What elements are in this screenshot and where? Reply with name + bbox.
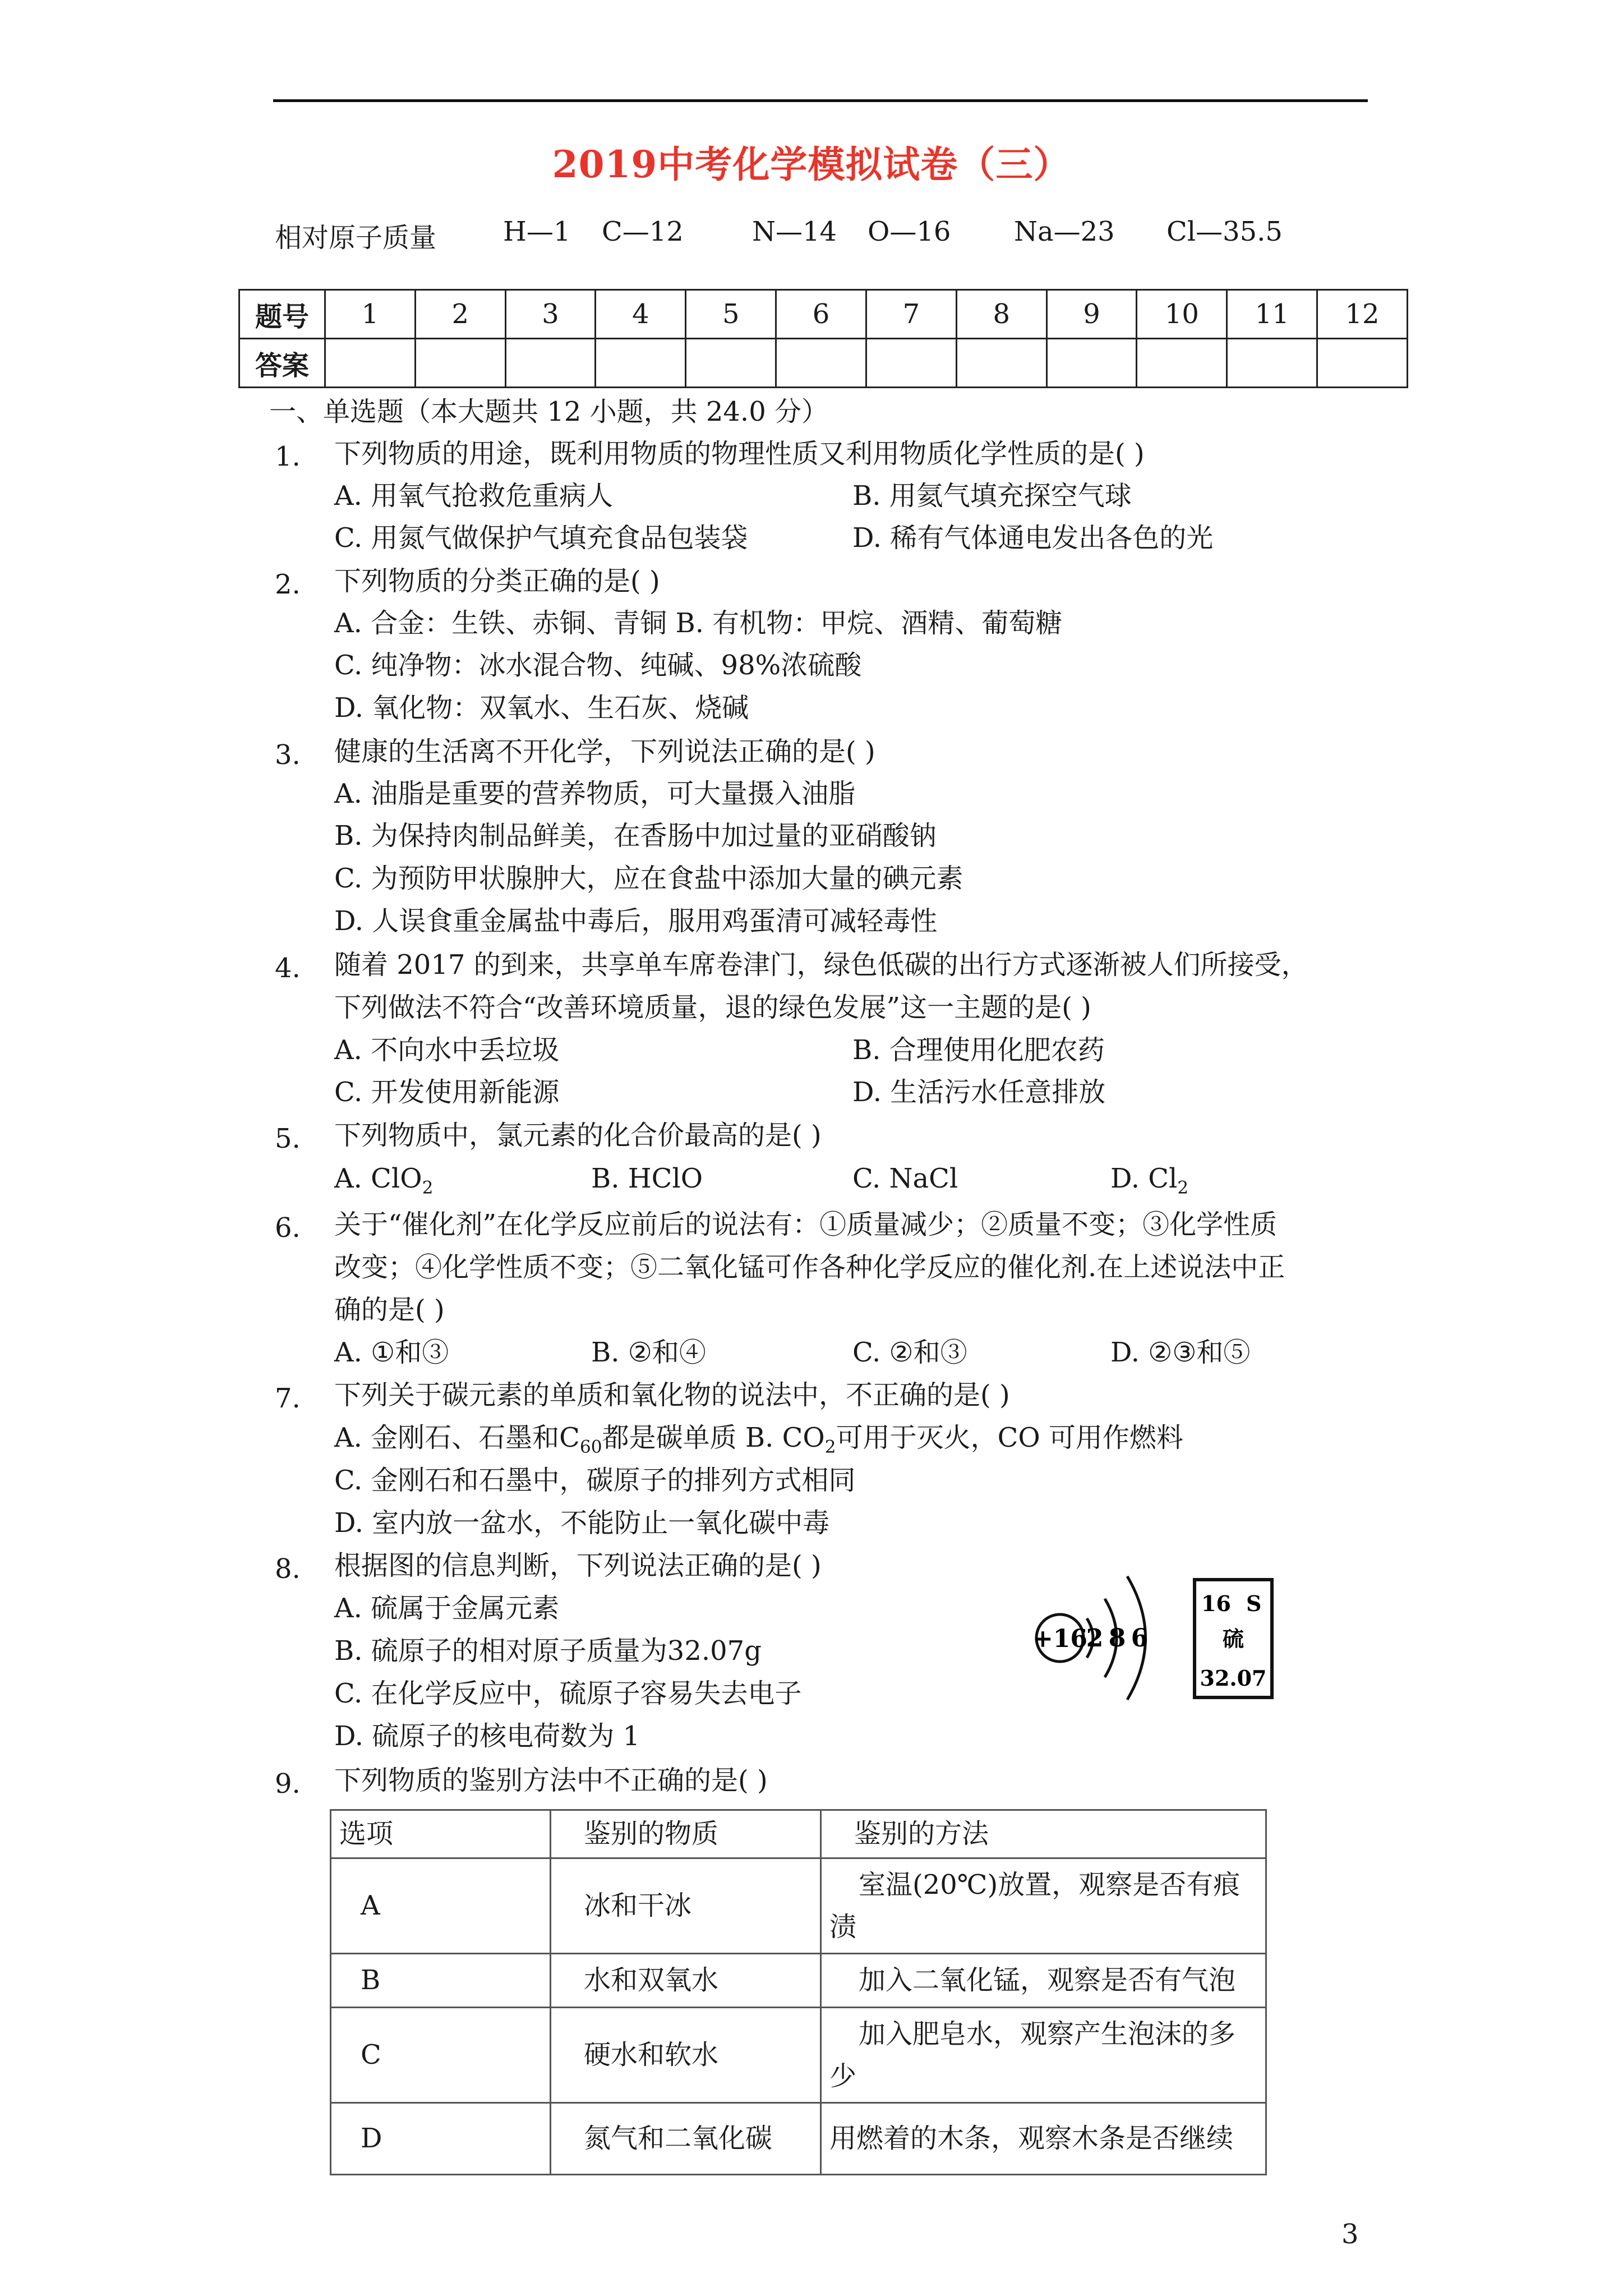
answer-cell[interactable] [505, 339, 596, 388]
q9-row-method-line1: 室温(20℃)放置，观察是否有痕 [859, 1869, 1241, 1901]
q2-stem: 下列物质的分类正确的是( ) [334, 565, 660, 597]
question-number-cell: 10 [1137, 290, 1227, 339]
answer-cell[interactable] [1317, 339, 1408, 388]
question-number-cell: 8 [956, 290, 1046, 339]
q2-option-c: C. 纯净物：冰水混合物、纯碱、98%浓硫酸 [334, 650, 862, 681]
q9-header-option: 选项 [331, 1810, 551, 1858]
q7-stem: 下列关于碳元素的单质和氧化物的说法中，不正确的是( ) [334, 1379, 1010, 1411]
q7-option-ab-sub1: 60 [579, 1437, 602, 1457]
q9-row-substances: 氮气和二氧化碳 [551, 2103, 821, 2175]
shell-1-electrons: 2 [1086, 1624, 1104, 1653]
q7-option-ab-part2: 都是碳单质 B. CO [602, 1422, 825, 1453]
q4-number: 4. [275, 953, 301, 984]
page-title: 2019中考化学模拟试卷（三） [552, 142, 1071, 186]
question-number-cell: 2 [415, 290, 505, 339]
section-heading: 一、单选题（本大题共 12 小题，共 24.0 分） [269, 396, 828, 427]
shell-3-electrons: 6 [1131, 1624, 1149, 1653]
atomic-number: 16 [1201, 1591, 1231, 1616]
atomic-mass: 32.07 [1200, 1665, 1267, 1691]
q9-row-method-line2: 渍 [829, 1911, 857, 1943]
q9-row-option: C [331, 2008, 551, 2103]
q7-option-ab [334, 1424, 1183, 1456]
question-number-cell: 5 [686, 290, 776, 339]
q9-row-substances: 水和双氧水 [551, 1954, 821, 2008]
q6-option-c: C. ②和③ [852, 1337, 967, 1368]
q9-row-method-line2: 少 [829, 2060, 857, 2092]
q7-option-ab-part1: A. 金刚石、石墨和C [334, 1422, 580, 1453]
q5-option-d-subscript: 2 [1177, 1177, 1189, 1198]
question-number-cell: 11 [1227, 290, 1317, 339]
q6-option-a: A. ①和③ [334, 1337, 449, 1368]
q1-number: 1. [275, 441, 301, 472]
q9-row-a [331, 1858, 1266, 1954]
sulfur-atom-structure-diagram [1032, 1576, 1148, 1700]
shell-2-electrons: 8 [1108, 1624, 1126, 1653]
question-number-label: 题号 [239, 290, 325, 339]
q3-option-b: B. 为保持肉制品鲜美，在香肠中加过量的亚硝酸钠 [334, 820, 937, 852]
question-number-cell: 3 [505, 290, 596, 339]
q9-row-d [331, 2103, 1266, 2175]
top-rule [273, 99, 1368, 102]
q5-option-a-subscript: 2 [422, 1177, 434, 1198]
q5-stem: 下列物质中，氯元素的化合价最高的是( ) [334, 1120, 822, 1151]
q9-row-method [821, 1954, 1266, 2008]
q2-option-d: D. 氧化物：双氧水、生石灰、烧碱 [334, 692, 749, 724]
q1-option-d: D. 稀有气体通电发出各色的光 [852, 522, 1214, 554]
q5-option-a [334, 1165, 433, 1197]
q1-option-c: C. 用氮气做保护气填充食品包装袋 [334, 522, 748, 554]
page-number: 3 [1341, 2219, 1359, 2250]
element-symbol: S [1246, 1591, 1262, 1616]
q1-stem: 下列物质的用途，既利用物质的物理性质又利用物质化学性质的是( ) [334, 438, 1145, 470]
q9-row-substances: 硬水和软水 [551, 2008, 821, 2103]
question-number-cell: 7 [866, 290, 956, 339]
q9-table-header [331, 1810, 1266, 1858]
q6-stem-line1: 关于“催化剂”在化学反应前后的说法有：①质量减少；②质量不变；③化学性质 [334, 1209, 1278, 1240]
q6-stem-line3: 确的是( ) [334, 1294, 445, 1326]
q9-row-method [821, 2103, 1266, 2175]
q9-row-method-line1: 加入肥皂水，观察产生泡沫的多 [859, 2018, 1236, 2050]
q4-stem-line1: 随着 2017 的到来，共享单车席卷津门，绿色低碳的出行方式逐渐被人们所接受， [334, 949, 1308, 981]
answer-cell[interactable] [1137, 339, 1227, 388]
sulfur-figure [1021, 1559, 1279, 1717]
q9-number: 9. [275, 1768, 301, 1800]
q5-option-b: B. HClO [591, 1163, 703, 1194]
mass-c: C—12 [602, 216, 684, 247]
q6-stem-line2: 改变；④化学性质不变；⑤二氧化锰可作各种化学反应的催化剂.在上述说法中正 [334, 1251, 1285, 1283]
q3-option-a: A. 油脂是重要的营养物质，可大量摄入油脂 [334, 778, 856, 809]
q3-option-d: D. 人误食重金属盐中毒后，服用鸡蛋清可减轻毒性 [334, 905, 938, 937]
question-number-cell: 1 [325, 290, 416, 339]
answer-table-answer-row [239, 339, 1408, 388]
atomic-masses-label: 相对原子质量 [275, 222, 437, 254]
q7-option-ab-part3: 可用于灭火，CO 可用作燃料 [836, 1422, 1183, 1453]
q9-row-c [331, 2008, 1266, 2103]
q9-row-option: D [331, 2103, 551, 2175]
q8-option-a: A. 硫属于金属元素 [334, 1593, 560, 1624]
q4-option-d: D. 生活污水任意排放 [852, 1076, 1106, 1108]
mass-cl: Cl—35.5 [1166, 216, 1283, 247]
q9-row-method [821, 2008, 1266, 2103]
q9-row-substances: 冰和干冰 [551, 1858, 821, 1954]
q9-row-option: B [331, 1954, 551, 2008]
q3-stem: 健康的生活离不开化学，下列说法正确的是( ) [334, 736, 875, 767]
q3-number: 3. [275, 739, 301, 771]
q4-option-a: A. 不向水中丢垃圾 [334, 1034, 560, 1066]
q9-row-method-line1: 用燃着的木条，观察木条是否继续 [829, 2123, 1234, 2154]
q1-option-b: B. 用氦气填充探空气球 [852, 480, 1132, 512]
q5-option-a-text: A. ClO [334, 1163, 422, 1194]
q4-option-c: C. 开发使用新能源 [334, 1076, 560, 1108]
answer-cell[interactable] [956, 339, 1046, 388]
mass-h: H—1 [503, 216, 571, 247]
answer-cell[interactable] [686, 339, 776, 388]
q9-header-method: 鉴别的方法 [821, 1810, 1266, 1858]
answer-table-header-row [239, 290, 1408, 339]
q8-option-c: C. 在化学反应中，硫原子容易失去电子 [334, 1678, 802, 1709]
nucleus-charge: +16 [1032, 1625, 1088, 1653]
answer-cell[interactable] [866, 339, 956, 388]
mass-n: N—14 [752, 216, 837, 247]
answer-table [238, 289, 1408, 388]
answer-label: 答案 [239, 339, 325, 388]
mass-o: O—16 [868, 216, 951, 247]
q8-number: 8. [275, 1553, 301, 1585]
q9-table [330, 1809, 1267, 2175]
q1-option-a: A. 用氧气抢救危重病人 [334, 480, 614, 512]
q9-row-option: A [331, 1858, 551, 1954]
q7-option-c: C. 金刚石和石墨中，碳原子的排列方式相同 [334, 1465, 856, 1496]
question-number-cell: 6 [776, 290, 866, 339]
q7-number: 7. [275, 1383, 301, 1414]
question-number-cell: 4 [596, 290, 686, 339]
q7-option-d: D. 室内放一盆水，不能防止一氧化碳中毒 [334, 1507, 830, 1539]
answer-cell[interactable] [1046, 339, 1137, 388]
answer-cell[interactable] [325, 339, 416, 388]
q8-stem: 根据图的信息判断，下列说法正确的是( ) [334, 1550, 822, 1581]
question-number-cell: 12 [1317, 290, 1408, 339]
q9-stem: 下列物质的鉴别方法中不正确的是( ) [334, 1765, 768, 1796]
q2-number: 2. [275, 569, 301, 600]
q5-option-d [1110, 1165, 1188, 1197]
q4-option-b: B. 合理使用化肥农药 [852, 1034, 1105, 1066]
q8-option-d: D. 硫原子的核电荷数为 1 [334, 1720, 640, 1752]
q7-option-ab-sub2: 2 [824, 1437, 836, 1457]
answer-cell[interactable] [776, 339, 866, 388]
element-name: 硫 [1222, 1627, 1244, 1651]
answer-cell[interactable] [596, 339, 686, 388]
answer-cell[interactable] [1227, 339, 1317, 388]
atomic-masses [275, 216, 1396, 254]
question-number-cell: 9 [1046, 290, 1137, 339]
q5-option-c: C. NaCl [852, 1163, 958, 1194]
q9-row-method [821, 1858, 1266, 1954]
sulfur-periodic-tile [1195, 1580, 1272, 1697]
q5-number: 5. [275, 1123, 301, 1154]
q6-number: 6. [275, 1212, 301, 1244]
q6-option-b: B. ②和④ [591, 1337, 706, 1368]
q9-row-method-line1: 加入二氧化锰，观察是否有气泡 [859, 1964, 1236, 1996]
q5-option-d-text: D. Cl [1110, 1163, 1178, 1194]
q3-option-c: C. 为预防甲状腺肿大，应在食盐中添加大量的碘元素 [334, 863, 963, 894]
q6-option-d: D. ②③和⑤ [1110, 1337, 1251, 1368]
answer-cell[interactable] [415, 339, 505, 388]
mass-na: Na—23 [1014, 216, 1115, 247]
q8-option-b: B. 硫原子的相对原子质量为32.07g [334, 1635, 762, 1667]
q9-header-substances: 鉴别的物质 [551, 1810, 821, 1858]
q9-row-b [331, 1954, 1266, 2008]
q2-option-ab: A. 合金：生铁、赤铜、青铜 B. 有机物：甲烷、酒精、葡萄糖 [334, 608, 1063, 639]
q4-stem-line2: 下列做法不符合“改善环境质量，退的绿色发展”这一主题的是( ) [334, 992, 1091, 1023]
